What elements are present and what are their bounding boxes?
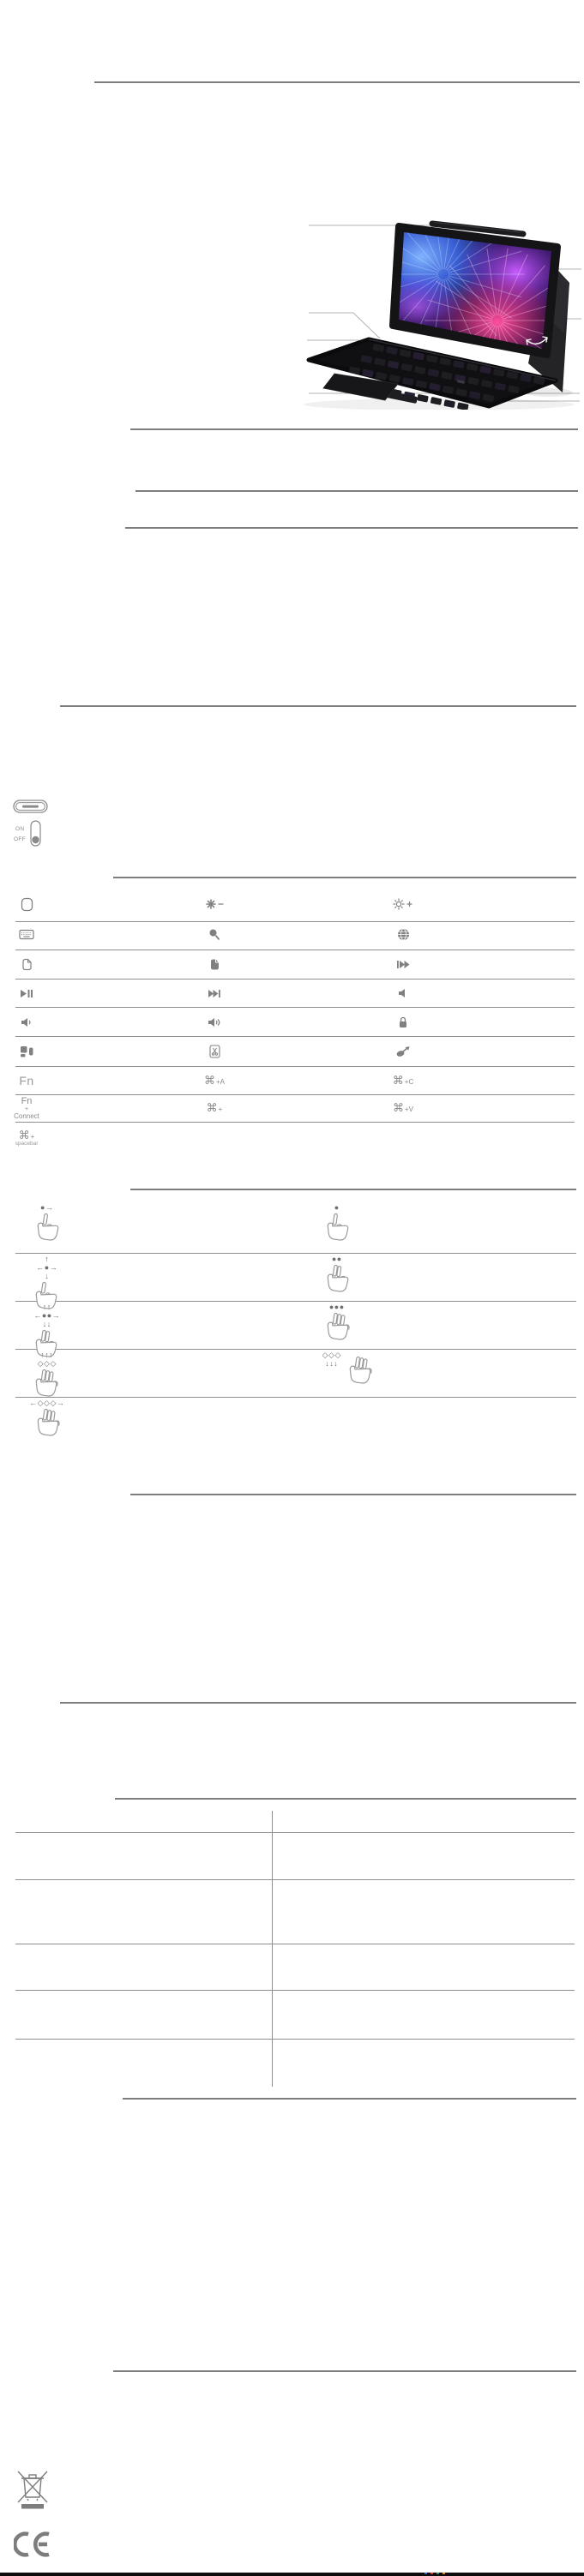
divider-line (15, 2039, 575, 2040)
onscreen-keyboard-icon (0, 922, 65, 946)
divider-line (15, 1094, 575, 1095)
divider-line (15, 1122, 575, 1123)
screenshot-filled-icon (176, 952, 253, 976)
previous-track-icon (364, 952, 442, 976)
brightness-up-icon (364, 892, 442, 916)
divider-line (60, 1702, 576, 1704)
gesture-two-finger-scroll-any-direction-icon: ↑ ↑ ← ● ● → ↓ ↓ (17, 1303, 120, 1351)
divider-line (113, 2370, 576, 2372)
mute-icon (364, 981, 442, 1005)
cut-icon (176, 1039, 253, 1063)
brightness-down-icon (176, 892, 253, 916)
gesture-three-finger-swipe-down-icon: ◇ ◇ ◇ ↓ ↓ ↓ (307, 1351, 410, 1399)
product-figure (302, 213, 584, 410)
cmd-shortcut: ⌘ +V (392, 1101, 413, 1114)
cmd-spacebar-shortcut: ⌘ + spacebar (15, 1129, 39, 1147)
divider-line (130, 428, 578, 430)
globe-icon (364, 922, 442, 946)
divider-line (15, 1066, 575, 1067)
search-icon (176, 922, 253, 946)
gesture-one-finger-tap-icon: ● (307, 1203, 410, 1251)
divider-line (15, 1253, 576, 1254)
divider-line (115, 1798, 576, 1800)
play-pause-icon (0, 981, 65, 1005)
gesture-three-finger-tap-icon: ● ● ● (307, 1303, 410, 1351)
divider-line (15, 1832, 575, 1833)
divider-line (15, 1879, 575, 1880)
divider-line (272, 1811, 273, 2087)
gesture-two-finger-tap-icon: ● ● (307, 1255, 410, 1303)
volume-up-icon (176, 1010, 253, 1034)
cmd-shortcut: ⌘ + (206, 1101, 223, 1114)
divider-line (135, 490, 578, 492)
screenshot-icon (0, 952, 65, 976)
split-screen-icon (0, 1039, 65, 1063)
fn-connect-label: Fn + Connect (14, 1095, 39, 1120)
gesture-three-finger-swipe-up-icon: ↑ ↑ ↑ ◇ ◇ ◇ (17, 1351, 120, 1399)
divider-line (94, 81, 580, 83)
weee-crossed-out-bin-icon (17, 2470, 48, 2509)
next-track-icon (176, 981, 253, 1005)
gesture-three-finger-swipe-left-right-icon: ← ◇ ◇ ◇ → (17, 1399, 120, 1447)
top-button-icon (0, 892, 65, 916)
volume-down-icon (0, 1010, 65, 1034)
divider-line (15, 1007, 575, 1008)
divider-line (113, 877, 576, 878)
cmd-shortcut: ⌘ +C (392, 1074, 414, 1087)
usb-c-port-icon (13, 800, 49, 814)
divider-line (130, 1494, 576, 1495)
callout-keyboard (309, 313, 380, 338)
divider-line (123, 2098, 576, 2100)
gesture-one-finger-move-any-direction-icon: ↑ ← ● → ↓ (17, 1255, 120, 1303)
power-toggle-icon[interactable] (29, 820, 43, 848)
drag-drop-icon (364, 1039, 442, 1063)
ce-mark-icon (14, 2531, 53, 2557)
divider-line (15, 921, 575, 922)
divider-line (130, 1189, 576, 1190)
divider-line (60, 705, 576, 707)
cmd-shortcut: ⌘ +A (203, 1074, 225, 1087)
divider-line (15, 1036, 575, 1037)
bottom-page-edge (0, 2573, 584, 2576)
toggle-on-label: ON (15, 826, 25, 832)
fn-key-label: Fn (19, 1074, 34, 1087)
gesture-one-finger-slide-icon: ● → (17, 1203, 120, 1251)
lock-icon (364, 1010, 442, 1034)
divider-line (125, 527, 578, 529)
toggle-off-label: OFF (14, 836, 26, 842)
divider-line (15, 1990, 575, 1991)
